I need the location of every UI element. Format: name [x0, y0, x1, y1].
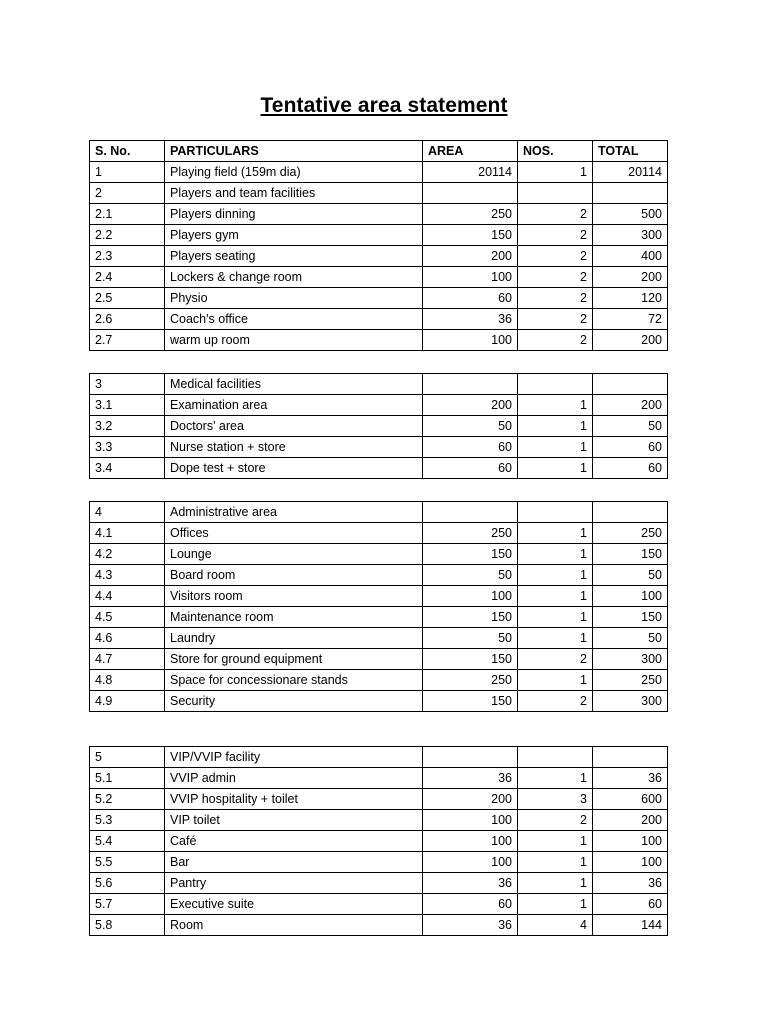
- table-row: [90, 544, 668, 565]
- cell-particulars: Board room: [165, 565, 423, 586]
- cell-particulars: Dope test + store: [165, 458, 423, 479]
- cell-area: 60: [423, 894, 518, 915]
- cell-sno: 3.4: [90, 458, 165, 479]
- cell-total: 100: [593, 831, 668, 852]
- table-row: [90, 789, 668, 810]
- cell-total: 500: [593, 204, 668, 225]
- cell-particulars: Café: [165, 831, 423, 852]
- table-header-row: [90, 141, 668, 162]
- cell-total: [593, 502, 668, 523]
- cell-total: 150: [593, 607, 668, 628]
- cell-particulars: Room: [165, 915, 423, 936]
- cell-nos: 1: [518, 831, 593, 852]
- table-row: [90, 162, 668, 183]
- cell-area: 36: [423, 873, 518, 894]
- cell-particulars: Lockers & change room: [165, 267, 423, 288]
- cell-total: 60: [593, 458, 668, 479]
- cell-total: [593, 374, 668, 395]
- cell-particulars: Executive suite: [165, 894, 423, 915]
- cell-sno: 5.5: [90, 852, 165, 873]
- cell-particulars: Players gym: [165, 225, 423, 246]
- cell-sno: 5.1: [90, 768, 165, 789]
- cell-area: 36: [423, 309, 518, 330]
- cell-sno: 2.3: [90, 246, 165, 267]
- cell-total: 50: [593, 416, 668, 437]
- cell-sno: 4.8: [90, 670, 165, 691]
- cell-particulars: Players and team facilities: [165, 183, 423, 204]
- cell-area: 60: [423, 288, 518, 309]
- table-row: [90, 523, 668, 544]
- cell-area: [423, 502, 518, 523]
- cell-nos: 1: [518, 458, 593, 479]
- cell-nos: [518, 374, 593, 395]
- cell-sno: 3.3: [90, 437, 165, 458]
- cell-nos: 1: [518, 586, 593, 607]
- table-row: [90, 246, 668, 267]
- cell-sno: 5.3: [90, 810, 165, 831]
- table-row: [90, 416, 668, 437]
- cell-area: [423, 183, 518, 204]
- section-heading-row: [90, 374, 668, 395]
- cell-area: 150: [423, 691, 518, 712]
- cell-nos: [518, 183, 593, 204]
- cell-nos: 1: [518, 873, 593, 894]
- cell-particulars: Offices: [165, 523, 423, 544]
- cell-area: 200: [423, 789, 518, 810]
- cell-particulars: Pantry: [165, 873, 423, 894]
- cell-area: 100: [423, 330, 518, 351]
- table-row: [90, 267, 668, 288]
- cell-particulars: Store for ground equipment: [165, 649, 423, 670]
- area-table-players: [89, 140, 668, 351]
- area-table-vip: [89, 746, 668, 936]
- cell-total: 200: [593, 267, 668, 288]
- table-row: [90, 670, 668, 691]
- table-row: [90, 852, 668, 873]
- table-row: [90, 831, 668, 852]
- cell-nos: 1: [518, 768, 593, 789]
- cell-total: 200: [593, 330, 668, 351]
- cell-area: 20114: [423, 162, 518, 183]
- cell-nos: [518, 747, 593, 768]
- cell-particulars: Nurse station + store: [165, 437, 423, 458]
- cell-area: [423, 374, 518, 395]
- cell-particulars: warm up room: [165, 330, 423, 351]
- table-row: [90, 810, 668, 831]
- table-row: [90, 649, 668, 670]
- cell-particulars: Administrative area: [165, 502, 423, 523]
- cell-nos: 2: [518, 288, 593, 309]
- header-nos: NOS.: [518, 141, 593, 162]
- cell-sno: 4.7: [90, 649, 165, 670]
- cell-total: 250: [593, 670, 668, 691]
- cell-particulars: Bar: [165, 852, 423, 873]
- cell-sno: 4.1: [90, 523, 165, 544]
- cell-nos: 1: [518, 523, 593, 544]
- cell-area: [423, 747, 518, 768]
- cell-area: 250: [423, 204, 518, 225]
- cell-sno: 5.2: [90, 789, 165, 810]
- page-title: Tentative area statement: [260, 94, 508, 117]
- cell-total: 300: [593, 691, 668, 712]
- table-row: [90, 768, 668, 789]
- cell-total: 120: [593, 288, 668, 309]
- cell-area: 150: [423, 544, 518, 565]
- cell-particulars: Examination area: [165, 395, 423, 416]
- table-row: [90, 309, 668, 330]
- cell-nos: 2: [518, 225, 593, 246]
- cell-nos: 1: [518, 894, 593, 915]
- cell-particulars: Players dinning: [165, 204, 423, 225]
- table-row: [90, 565, 668, 586]
- cell-particulars: Playing field (159m dia): [165, 162, 423, 183]
- cell-sno: 4.3: [90, 565, 165, 586]
- cell-total: 144: [593, 915, 668, 936]
- cell-sno: 1: [90, 162, 165, 183]
- table-row: [90, 437, 668, 458]
- cell-area: 36: [423, 768, 518, 789]
- cell-total: [593, 183, 668, 204]
- section-heading-row: [90, 183, 668, 204]
- cell-sno: 3: [90, 374, 165, 395]
- cell-nos: 2: [518, 691, 593, 712]
- cell-area: 36: [423, 915, 518, 936]
- cell-sno: 2.5: [90, 288, 165, 309]
- cell-sno: 2: [90, 183, 165, 204]
- cell-sno: 5.6: [90, 873, 165, 894]
- cell-particulars: Laundry: [165, 628, 423, 649]
- cell-nos: 2: [518, 204, 593, 225]
- section-heading-row: [90, 747, 668, 768]
- cell-total: 60: [593, 437, 668, 458]
- cell-sno: 2.1: [90, 204, 165, 225]
- table-row: [90, 395, 668, 416]
- cell-total: 50: [593, 628, 668, 649]
- cell-particulars: VIP toilet: [165, 810, 423, 831]
- cell-particulars: Coach's office: [165, 309, 423, 330]
- cell-sno: 2.2: [90, 225, 165, 246]
- cell-nos: 1: [518, 437, 593, 458]
- cell-sno: 2.7: [90, 330, 165, 351]
- table-row: [90, 204, 668, 225]
- cell-area: 150: [423, 649, 518, 670]
- table-row: [90, 915, 668, 936]
- table-row: [90, 330, 668, 351]
- cell-total: 50: [593, 565, 668, 586]
- cell-sno: 4.4: [90, 586, 165, 607]
- cell-total: 20114: [593, 162, 668, 183]
- cell-particulars: Doctors' area: [165, 416, 423, 437]
- cell-sno: 5.7: [90, 894, 165, 915]
- cell-total: 200: [593, 810, 668, 831]
- cell-nos: 1: [518, 607, 593, 628]
- cell-area: 250: [423, 523, 518, 544]
- cell-particulars: VIP/VVIP facility: [165, 747, 423, 768]
- cell-nos: 2: [518, 309, 593, 330]
- cell-nos: 2: [518, 649, 593, 670]
- header-sno: S. No.: [90, 141, 165, 162]
- cell-nos: 3: [518, 789, 593, 810]
- cell-area: 100: [423, 831, 518, 852]
- cell-nos: 2: [518, 267, 593, 288]
- cell-total: 100: [593, 852, 668, 873]
- cell-nos: 4: [518, 915, 593, 936]
- cell-sno: 2.6: [90, 309, 165, 330]
- cell-total: 100: [593, 586, 668, 607]
- cell-sno: 4.2: [90, 544, 165, 565]
- table-row: [90, 691, 668, 712]
- table-row: [90, 288, 668, 309]
- cell-particulars: Maintenance room: [165, 607, 423, 628]
- section-heading-row: [90, 502, 668, 523]
- cell-sno: 4.6: [90, 628, 165, 649]
- cell-area: 100: [423, 267, 518, 288]
- cell-total: 600: [593, 789, 668, 810]
- cell-sno: 2.4: [90, 267, 165, 288]
- cell-nos: 1: [518, 628, 593, 649]
- cell-total: 36: [593, 768, 668, 789]
- cell-particulars: Physio: [165, 288, 423, 309]
- cell-particulars: Space for concessionare stands: [165, 670, 423, 691]
- cell-nos: 1: [518, 565, 593, 586]
- cell-total: 300: [593, 649, 668, 670]
- cell-sno: 5: [90, 747, 165, 768]
- cell-sno: 4.5: [90, 607, 165, 628]
- cell-area: 60: [423, 437, 518, 458]
- cell-particulars: VVIP admin: [165, 768, 423, 789]
- cell-nos: 1: [518, 852, 593, 873]
- header-area: AREA: [423, 141, 518, 162]
- area-table-administrative: [89, 501, 668, 712]
- cell-area: 150: [423, 607, 518, 628]
- cell-area: 50: [423, 416, 518, 437]
- cell-area: 100: [423, 810, 518, 831]
- cell-sno: 5.4: [90, 831, 165, 852]
- cell-area: 150: [423, 225, 518, 246]
- header-total: TOTAL: [593, 141, 668, 162]
- cell-nos: 2: [518, 330, 593, 351]
- cell-area: 100: [423, 586, 518, 607]
- cell-nos: 2: [518, 246, 593, 267]
- table-row: [90, 628, 668, 649]
- cell-nos: 1: [518, 395, 593, 416]
- cell-nos: 1: [518, 416, 593, 437]
- cell-total: 200: [593, 395, 668, 416]
- table-row: [90, 225, 668, 246]
- cell-nos: 2: [518, 810, 593, 831]
- cell-nos: 1: [518, 544, 593, 565]
- cell-area: 100: [423, 852, 518, 873]
- area-table-medical: [89, 373, 668, 479]
- cell-nos: [518, 502, 593, 523]
- table-row: [90, 873, 668, 894]
- table-row: [90, 458, 668, 479]
- cell-total: 300: [593, 225, 668, 246]
- cell-area: 200: [423, 246, 518, 267]
- cell-particulars: Players seating: [165, 246, 423, 267]
- cell-total: 60: [593, 894, 668, 915]
- cell-area: 250: [423, 670, 518, 691]
- cell-sno: 4.9: [90, 691, 165, 712]
- cell-total: 250: [593, 523, 668, 544]
- cell-sno: 5.8: [90, 915, 165, 936]
- cell-particulars: Medical facilities: [165, 374, 423, 395]
- cell-total: 150: [593, 544, 668, 565]
- cell-total: 36: [593, 873, 668, 894]
- cell-area: 200: [423, 395, 518, 416]
- cell-particulars: Lounge: [165, 544, 423, 565]
- table-row: [90, 894, 668, 915]
- cell-particulars: VVIP hospitality + toilet: [165, 789, 423, 810]
- cell-sno: 3.1: [90, 395, 165, 416]
- cell-sno: 3.2: [90, 416, 165, 437]
- cell-area: 50: [423, 565, 518, 586]
- cell-total: 400: [593, 246, 668, 267]
- cell-area: 50: [423, 628, 518, 649]
- header-particulars: PARTICULARS: [165, 141, 423, 162]
- cell-particulars: Visitors room: [165, 586, 423, 607]
- cell-particulars: Security: [165, 691, 423, 712]
- cell-area: 60: [423, 458, 518, 479]
- table-row: [90, 586, 668, 607]
- cell-total: [593, 747, 668, 768]
- cell-total: 72: [593, 309, 668, 330]
- table-row: [90, 607, 668, 628]
- cell-nos: 1: [518, 670, 593, 691]
- cell-nos: 1: [518, 162, 593, 183]
- cell-sno: 4: [90, 502, 165, 523]
